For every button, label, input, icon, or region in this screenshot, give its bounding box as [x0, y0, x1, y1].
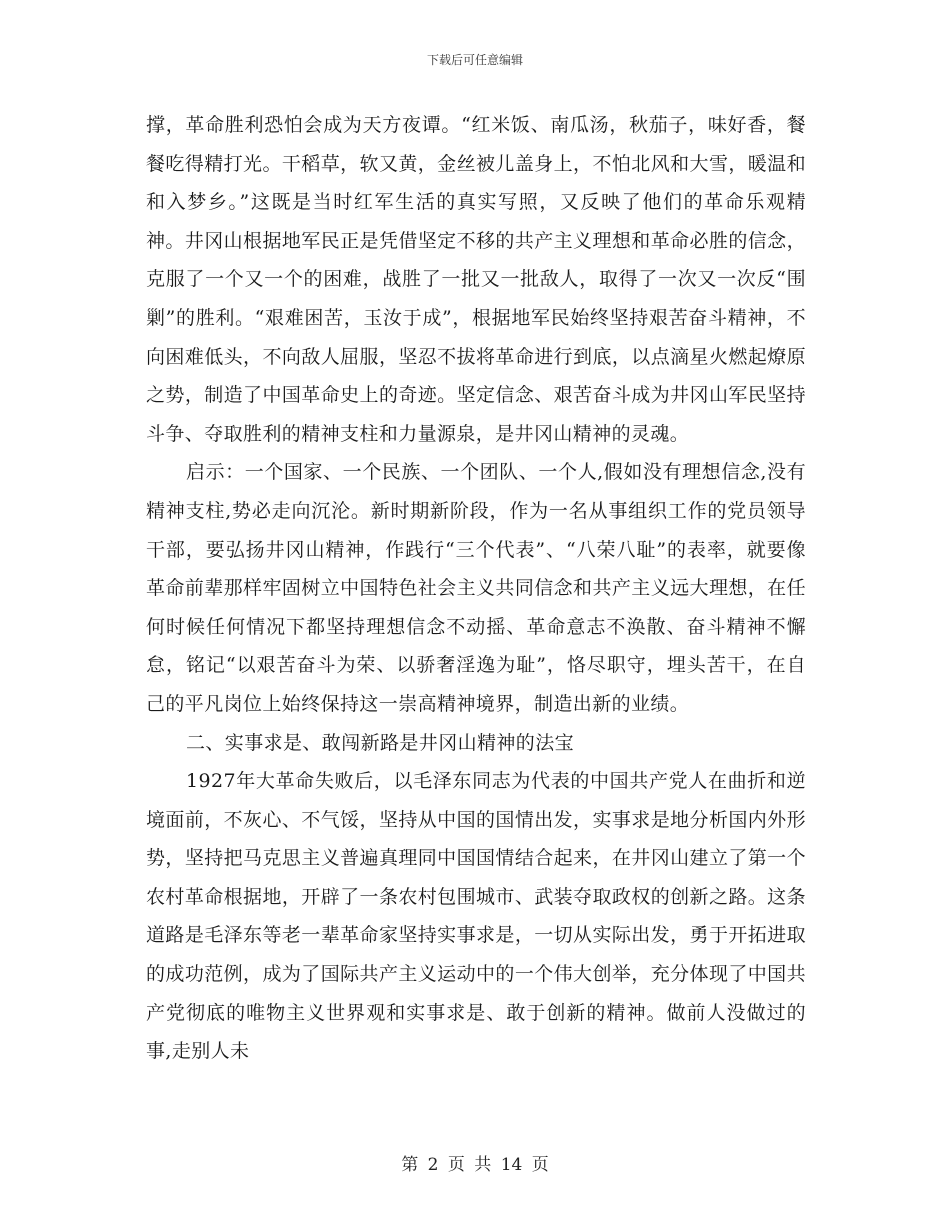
section-heading-2: 二、实事求是、敢闯新路是井冈山精神的法宝	[186, 731, 575, 754]
page-header: 下载后可任意编辑	[426, 53, 523, 67]
paragraph-2: 启示：一个国家、一个民族、一个团队、一个人,假如没有理想信念,没有精神支柱,势必走向沉沦。新时期新阶段，作为一名从事组织工作的党员领导干部，要弘扬井冈山精神，作践行“三个代表”、“八荣八耻”的表率，就要像革命前辈那样牢固树立中国特色社会主义共同信念和共产主义远大理想，在任何时候任何情况下都坚持理想信念不动摇、革命意志不涣散、奋斗精神不懈怠，铭记“以艰苦奋斗为荣、以骄奢淫逸为耻”，恪尽职守，埋头苦干，在自己的平凡岗位上始终保持这一崇高精神境界，制造出新的业绩。	[146, 461, 806, 715]
page-number-footer: 第 2 页 共 14 页	[401, 1155, 549, 1175]
paragraph-3: 1927年大革命失败后，以毛泽东同志为代表的中国共产党人在曲折和逆境面前，不灰心、不气馁，坚持从中国的国情出发，实事求是地分析国内外形势，坚持把马克思主义普遍真理同中国国情结合起来，在井冈山建立了第一个农村革命根据地，开辟了一条农村包围城市、武装夺取政权的创新之路。这条道路是毛泽东等老一辈革命家坚持实事求是，一切从实际出发，勇于开拓进取的成功范例，成为了国际共产主义运动中的一个伟大创举，充分体现了中国共产党彻底的唯物主义世界观和实事求是、敢于创新的精神。做前人没做过的事,走别人未	[146, 770, 806, 1063]
paragraph-1: 撑，革命胜利恐怕会成为天方夜谭。“红米饭、南瓜汤，秋茄子，味好香，餐餐吃得精打光。干稻草，软又黄，金丝被儿盖身上，不怕北风和大雪，暖温和和入梦乡。”这既是当时红军生活的真实写照，又反映了他们的革命乐观精神。井冈山根据地军民正是凭借坚定不移的共产主义理想和革命必胜的信念，克服了一个又一个的困难，战胜了一批又一批敌人，取得了一次又一次反“围剿”的胜利。“艰难困苦，玉汝于成”，根据地军民始终坚持艰苦奋斗精神，不向困难低头，不向敌人屈服，坚忍不拔将革命进行到底，以点滴星火燃起燎原之势，制造了中国革命史上的奇迹。坚定信念、艰苦奋斗成为井冈山军民坚持斗争、夺取胜利的精神支柱和力量源泉，是井冈山精神的灵魂。	[146, 114, 806, 445]
document-body	[146, 106, 806, 1071]
